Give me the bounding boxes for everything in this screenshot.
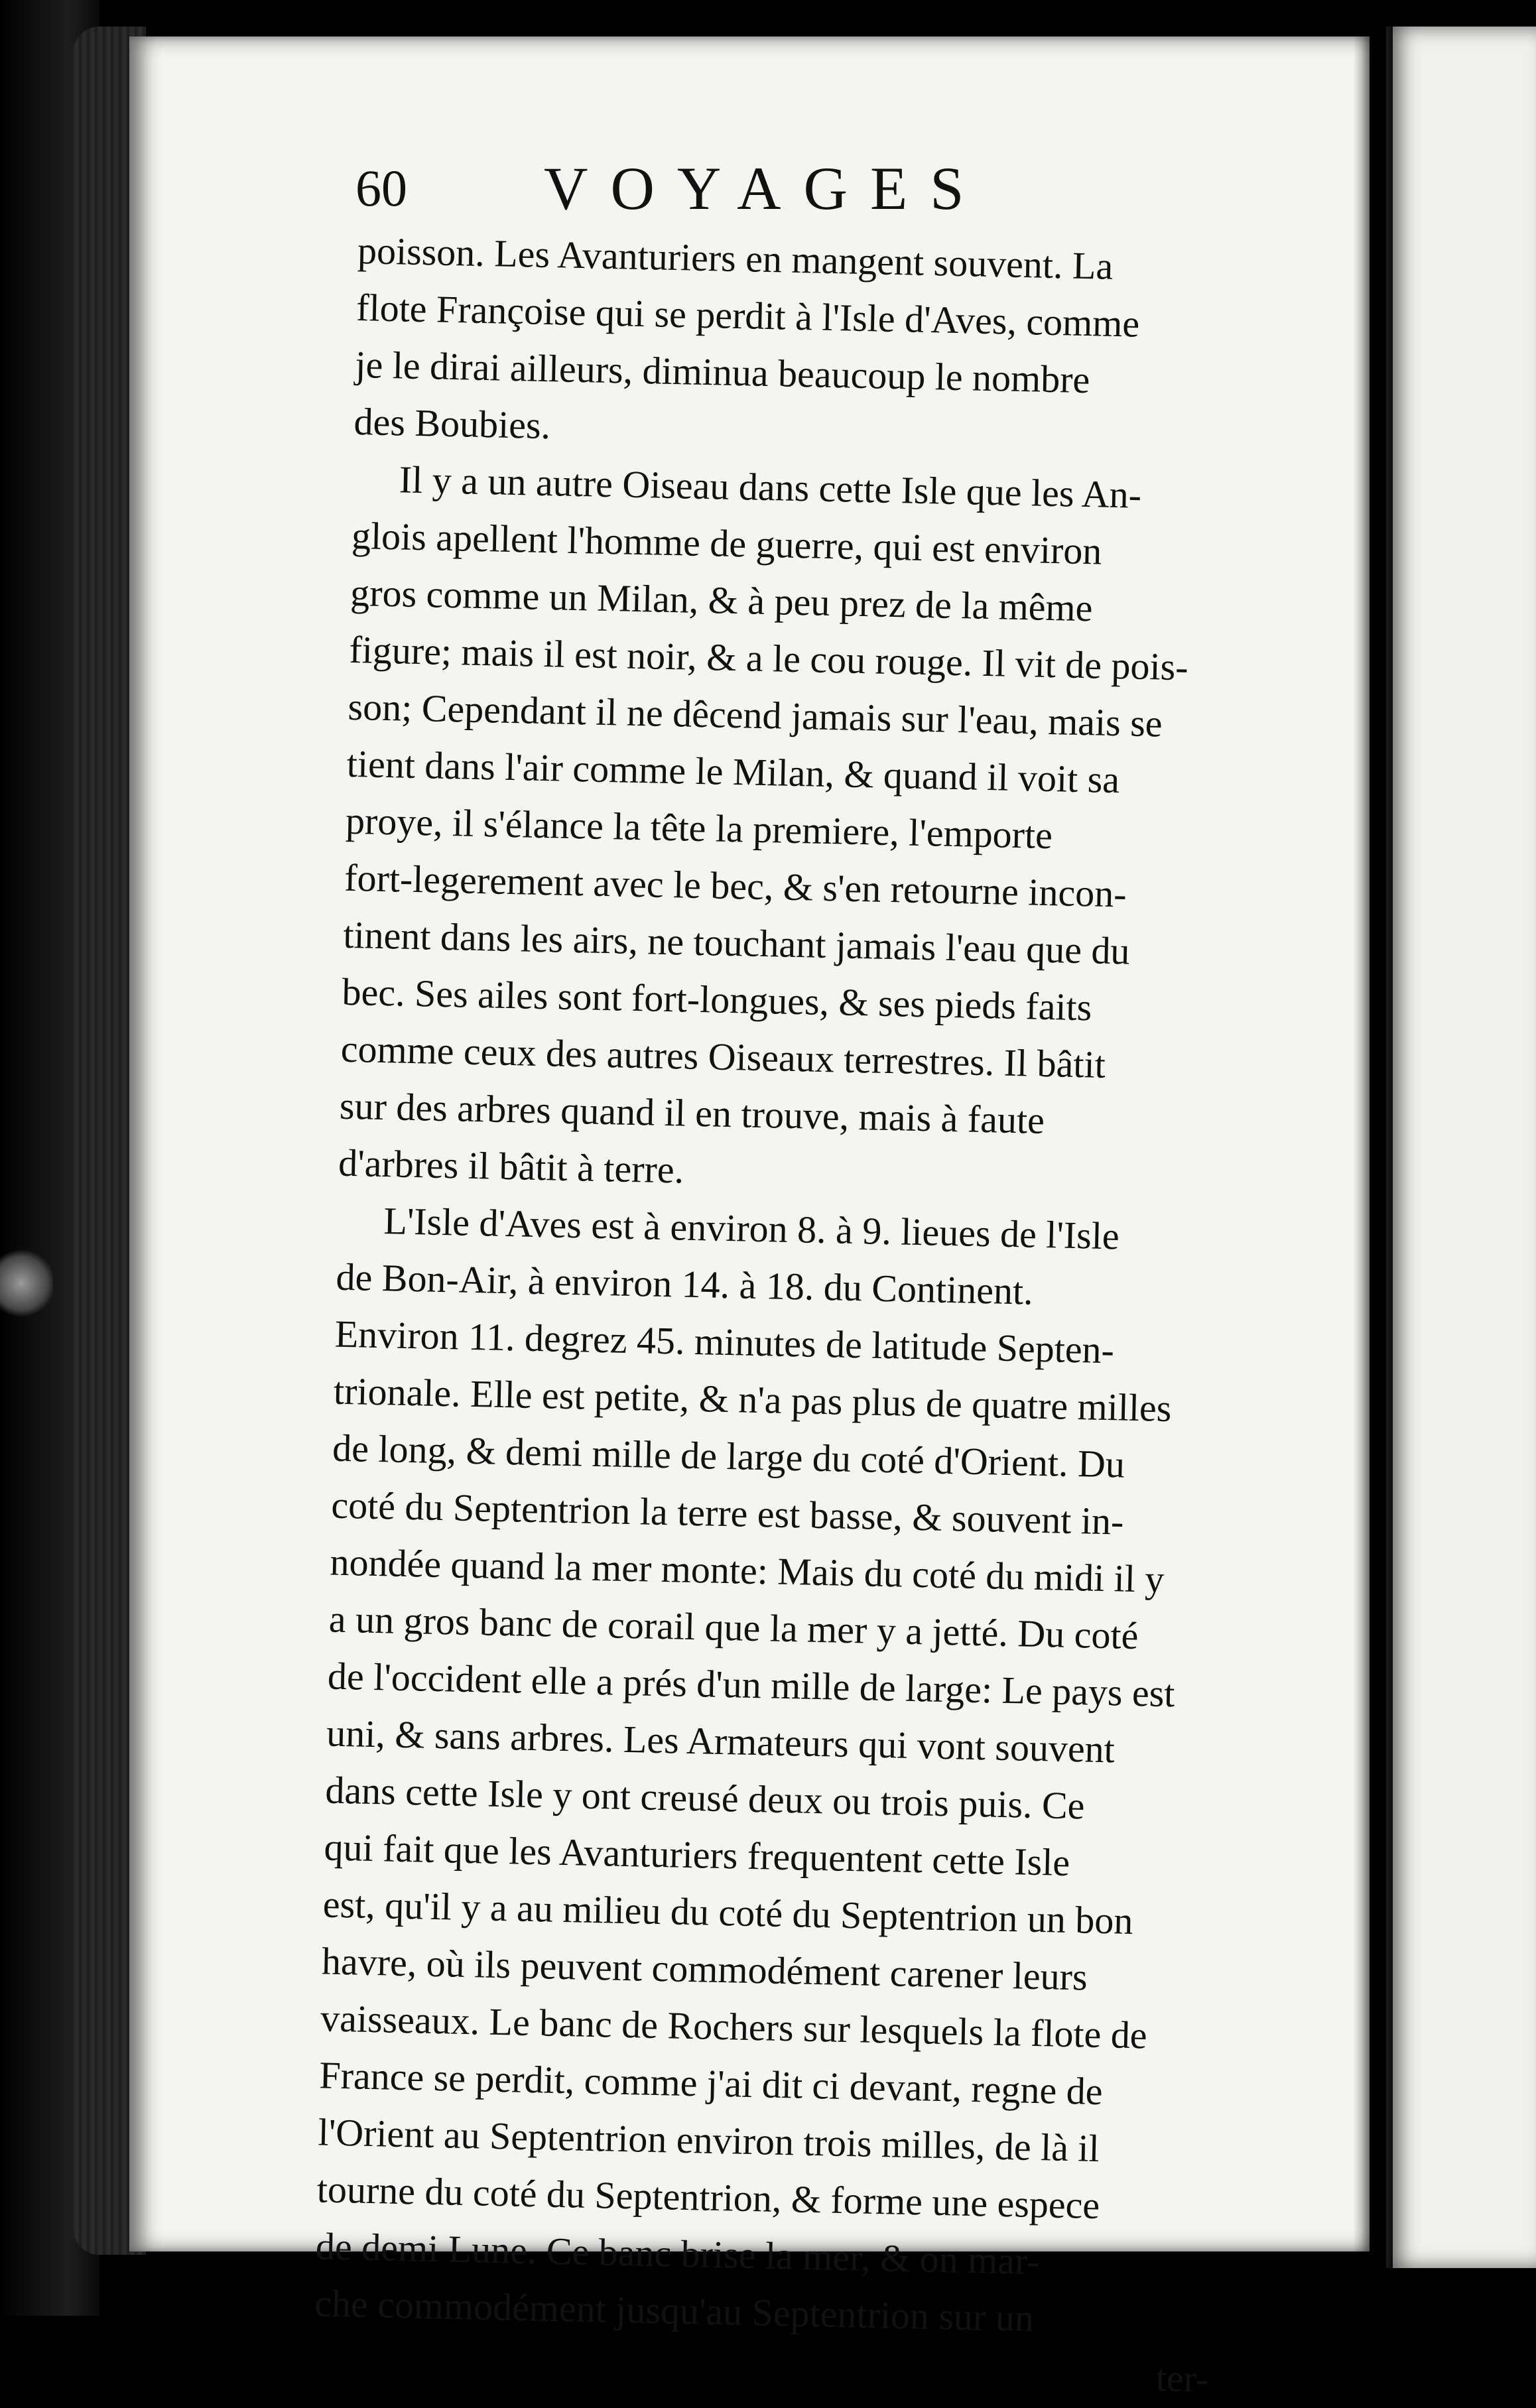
text-line: qui fait que les Avanturiers frequentent cette Isle bbox=[323, 1825, 1070, 1885]
text-line: flote Françoise qui se perdit à l'Isle d'Aves, comme bbox=[355, 285, 1140, 346]
page-number: 60 bbox=[355, 159, 407, 217]
text-line: tient dans l'air comme le Milan, & quand il voit sa bbox=[346, 741, 1120, 802]
text-line: sur des arbres quand il en trouve, mais à faute bbox=[339, 1084, 1045, 1142]
text-line: glois apellent l'homme de guerre, qui est environ bbox=[351, 513, 1103, 573]
text-line: vaisseaux. Le banc de Rochers sur lesquels la flote de bbox=[320, 1996, 1148, 2057]
text-line: che commodément jusqu'au Septentrion sur un bbox=[314, 2281, 1035, 2340]
body-text bbox=[313, 222, 1253, 2408]
text-line: Il y a un autre Oiseau dans cette Isle que les An- bbox=[399, 458, 1142, 517]
gutter-shadow bbox=[1353, 27, 1393, 2268]
text-line: coté du Septentrion la terre est basse, & souvent in- bbox=[330, 1483, 1125, 1543]
text-line: de long, & demi mille de large du coté d'Orient. Du bbox=[332, 1426, 1125, 1486]
text-line: son; Cependant il ne dêcend jamais sur l'eau, mais se bbox=[348, 684, 1163, 745]
text-line: comme ceux des autres Oiseaux terrestres. Il bâtit bbox=[340, 1027, 1106, 1086]
facing-page-edge bbox=[1386, 27, 1536, 2268]
text-line: tinent dans les airs, ne touchant jamais l'eau que du bbox=[342, 913, 1131, 973]
text-line: tourne du coté du Septentrion, & forme une espece bbox=[316, 2167, 1100, 2228]
text-line: trionale. Elle est petite, & n'a pas plus de quatre milles bbox=[333, 1369, 1173, 1430]
text-line: Environ 11. degrez 45. minutes de latitude Septen- bbox=[334, 1312, 1115, 1372]
text-line: poisson. Les Avanturiers en mangent souvent. La bbox=[357, 228, 1114, 288]
text-line: France se perdit, comme j'ai dit ci devant, regne de bbox=[318, 2053, 1104, 2114]
text-line: dans cette Isle y ont creusé deux ou trois puis. Ce bbox=[324, 1768, 1086, 1828]
text-line: de Bon-Air, à environ 14. à 18. du Continent. bbox=[336, 1255, 1034, 1313]
text-line: d'arbres il bâtit à terre. bbox=[338, 1141, 684, 1192]
text-line: proye, il s'élance la tête la premiere, l'emporte bbox=[345, 798, 1053, 857]
text-line: fort-legerement avec le bec, & s'en retourne incon- bbox=[344, 855, 1127, 916]
spine-stain bbox=[0, 1247, 53, 1320]
text-line: uni, & sans arbres. Les Armateurs qui vont souvent bbox=[326, 1711, 1116, 1771]
text-line: de demi Lune. Ce banc brise la mer, & on mar- bbox=[315, 2224, 1041, 2283]
text-line: est, qu'il y a au milieu du coté du Septentrion un bon bbox=[322, 1882, 1134, 1943]
text-line: nondée quand la mer monte: Mais du coté du midi il y bbox=[330, 1540, 1165, 1601]
text-line: des Boubies. bbox=[353, 399, 551, 448]
running-head: VOYAGES bbox=[544, 155, 987, 222]
catchword: ter- bbox=[1155, 2356, 1209, 2401]
text-line: de l'occident elle a prés d'un mille de large: Le pays est bbox=[327, 1654, 1176, 1716]
text-line: bec. Ses ailes sont fort-longues, & ses pieds faits bbox=[342, 970, 1092, 1029]
text-line: figure; mais il est noir, & a le cou rouge. Il vit de pois- bbox=[348, 627, 1189, 689]
text-line: gros comme un Milan, & à peu prez de la même bbox=[350, 570, 1094, 630]
text-line: L'Isle d'Aves est à environ 8. à 9. lieues de l'Isle bbox=[383, 1199, 1120, 1258]
text-line: je le dirai ailleurs, diminua beaucoup le nombre bbox=[354, 342, 1091, 402]
text-line: a un gros banc de corail que la mer y a jetté. Du coté bbox=[328, 1597, 1139, 1658]
text-line: havre, où ils peuvent commodément carener leurs bbox=[321, 1939, 1088, 1999]
text-line: l'Orient au Septentrion environ trois milles, de là il bbox=[317, 2110, 1100, 2171]
